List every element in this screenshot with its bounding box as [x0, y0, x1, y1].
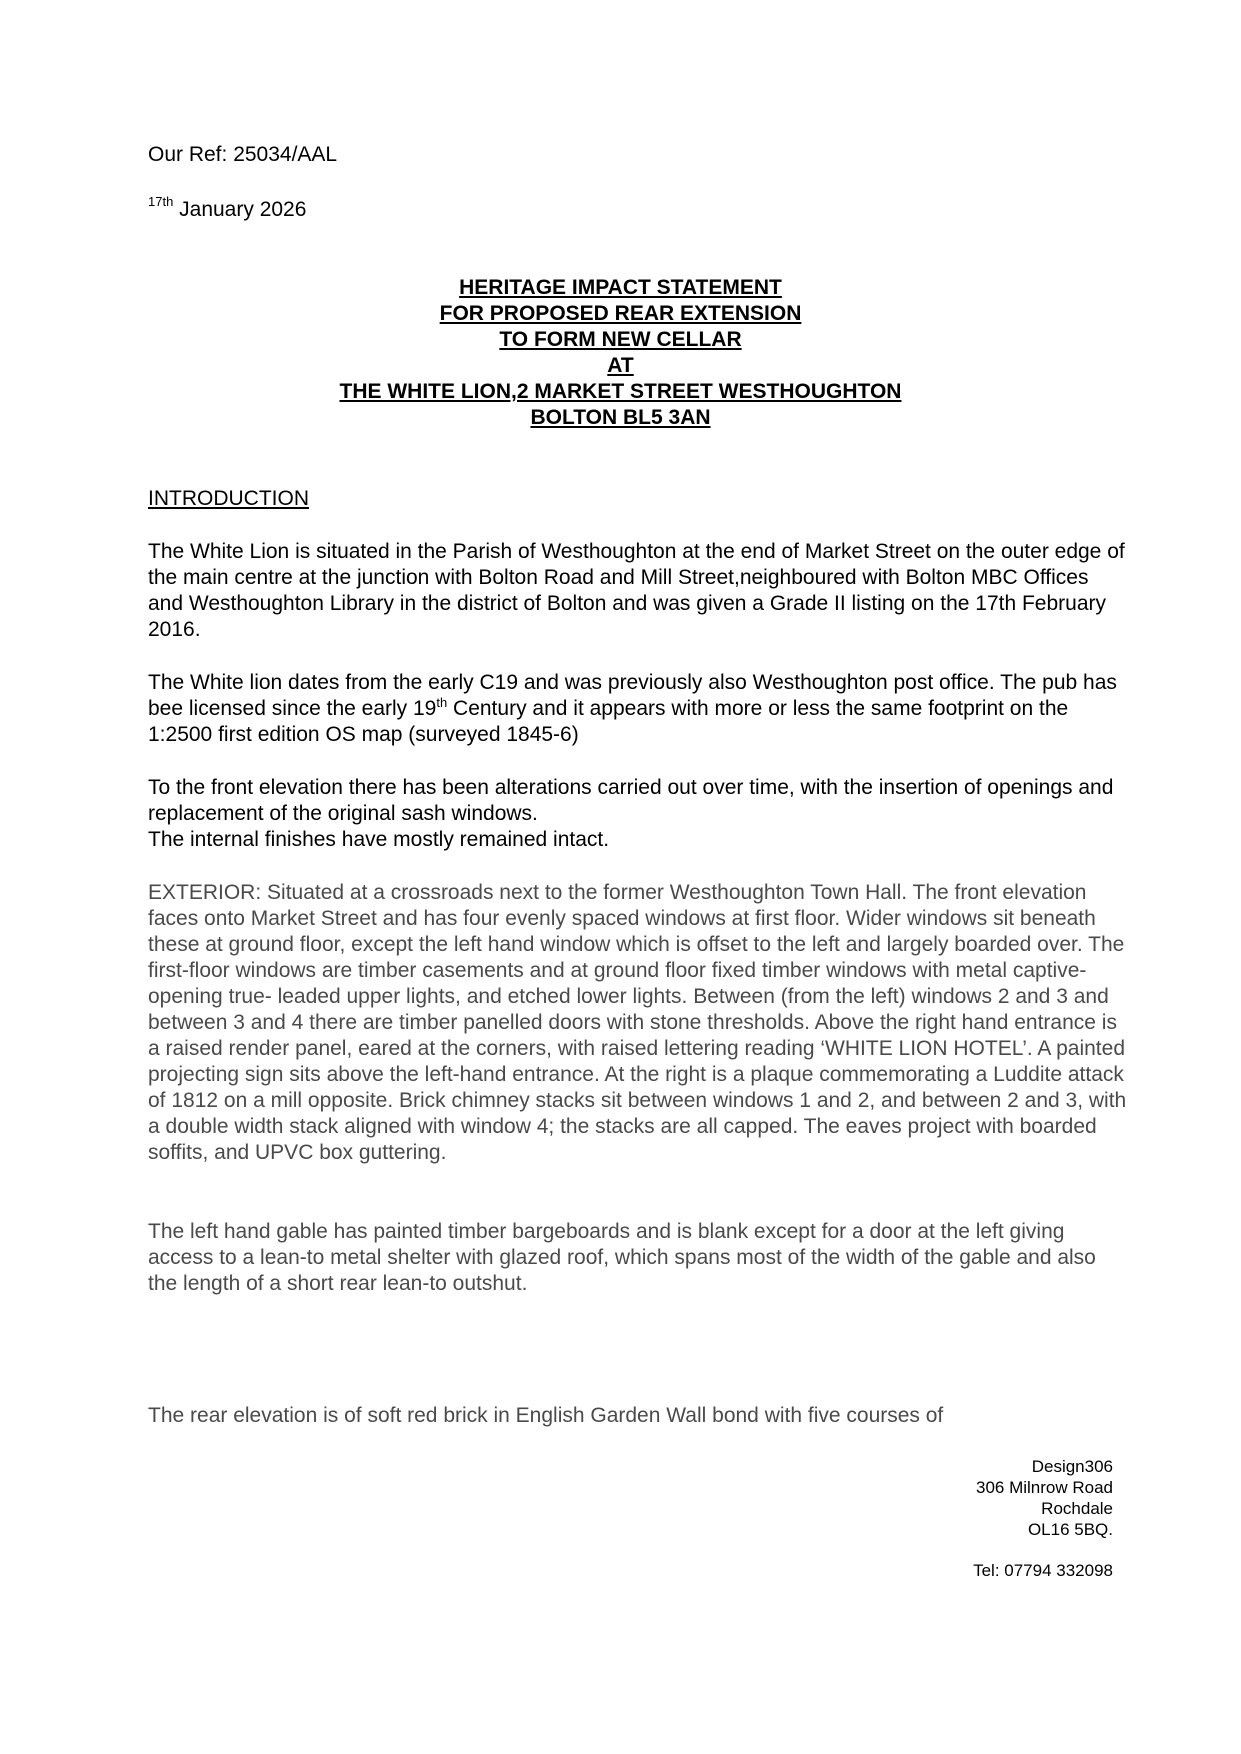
footer-address	[976, 1456, 1113, 1540]
title-line-4: AT	[607, 354, 634, 377]
document-title	[0, 275, 1241, 431]
footer-postcode: OL16 5BQ.	[1027, 1520, 1113, 1539]
footer-telephone: Tel: 07794 332098	[973, 1561, 1113, 1580]
exterior-paragraph-3: The rear elevation is of soft red brick in English Garden Wall bond with five courses of	[148, 1404, 944, 1427]
letter-date	[148, 194, 307, 223]
introduction-paragraph-2	[148, 670, 1128, 748]
introduction-heading: INTRODUCTION	[148, 487, 309, 510]
introduction-paragraph-3	[148, 775, 1128, 853]
para3-text-a: To the front elevation there has been alterations carried out over time, with the insertion of openings and replacement of the original sash windows.	[148, 776, 1114, 825]
para2-text-b: Century and it appears with more or less the same footprint on the 1:2500 first edition OS map (surveyed 1845-6)	[148, 697, 1069, 746]
footer-company: Design306	[1031, 1457, 1113, 1476]
reference-number: Our Ref: 25034/AAL	[148, 143, 338, 166]
exterior-paragraph-1: EXTERIOR: Situated at a crossroads next to the former Westhoughton Town Hall. The front elevation faces onto Market Street and has four evenly spaced windows at first floor. Wider windows sit beneath these at ground floor, except the left hand window which is offset to the left and largely boarded over. The first-floor windows are timber casements and at ground floor fixed timber windows with metal captive-opening true- leaded upper lights, and etched lower lights. Between (from the left) windows 2 and 3 and between 3 and 4 there are timber panelled doors with stone thresholds. Above the right hand entrance is a raised render panel, eared at the corners, with raised lettering reading ‘WHITE LION HOTEL’. A painted projecting sign sits above the left-hand entrance. At the right is a plaque commemorating a Luddite attack of 1812 on a mill opposite. Brick chimney stacks sit between windows 1 and 2, and between 2 and 3, with a double width stack aligned with window 4; the stacks are all capped. The eaves project with boarded soffits, and UPVC box guttering.	[148, 881, 1127, 1164]
title-line-3: TO FORM NEW CELLAR	[499, 328, 742, 351]
exterior-paragraph-2: The left hand gable has painted timber bargeboards and is blank except for a door at the left giving access to a lean-to metal shelter with glazed roof, which spans most of the width of the gable and also the length of a short rear lean-to outshut.	[148, 1220, 1096, 1295]
footer-street: 306 Milnrow Road	[975, 1478, 1113, 1497]
date-day: 17th	[148, 194, 174, 209]
date-month-year: January 2026	[173, 198, 307, 221]
title-line-1: HERITAGE IMPACT STATEMENT	[459, 276, 782, 299]
title-line-5: THE WHITE LION,2 MARKET STREET WESTHOUGHTON	[339, 380, 902, 403]
footer-town: Rochdale	[1041, 1499, 1113, 1518]
title-line-2: FOR PROPOSED REAR EXTENSION	[439, 302, 802, 325]
para2-text-a: The White lion dates from the early C19 and was previously also Westhoughton post office. The pub has bee licensed since the early 19	[148, 671, 1117, 720]
introduction-paragraph-1: The White Lion is situated in the Parish of Westhoughton at the end of Market Street on the outer edge of the main centre at the junction with Bolton Road and Mill Street,neighboured with Bolton MBC Offices and Westhoughton Library in the district of Bolton and was given a Grade II listing on the 17th February 2016.	[148, 540, 1125, 641]
para3-text-b: The internal finishes have mostly remained intact.	[148, 828, 610, 851]
title-line-6: BOLTON BL5 3AN	[530, 406, 711, 429]
para2-superscript: th	[436, 695, 448, 710]
